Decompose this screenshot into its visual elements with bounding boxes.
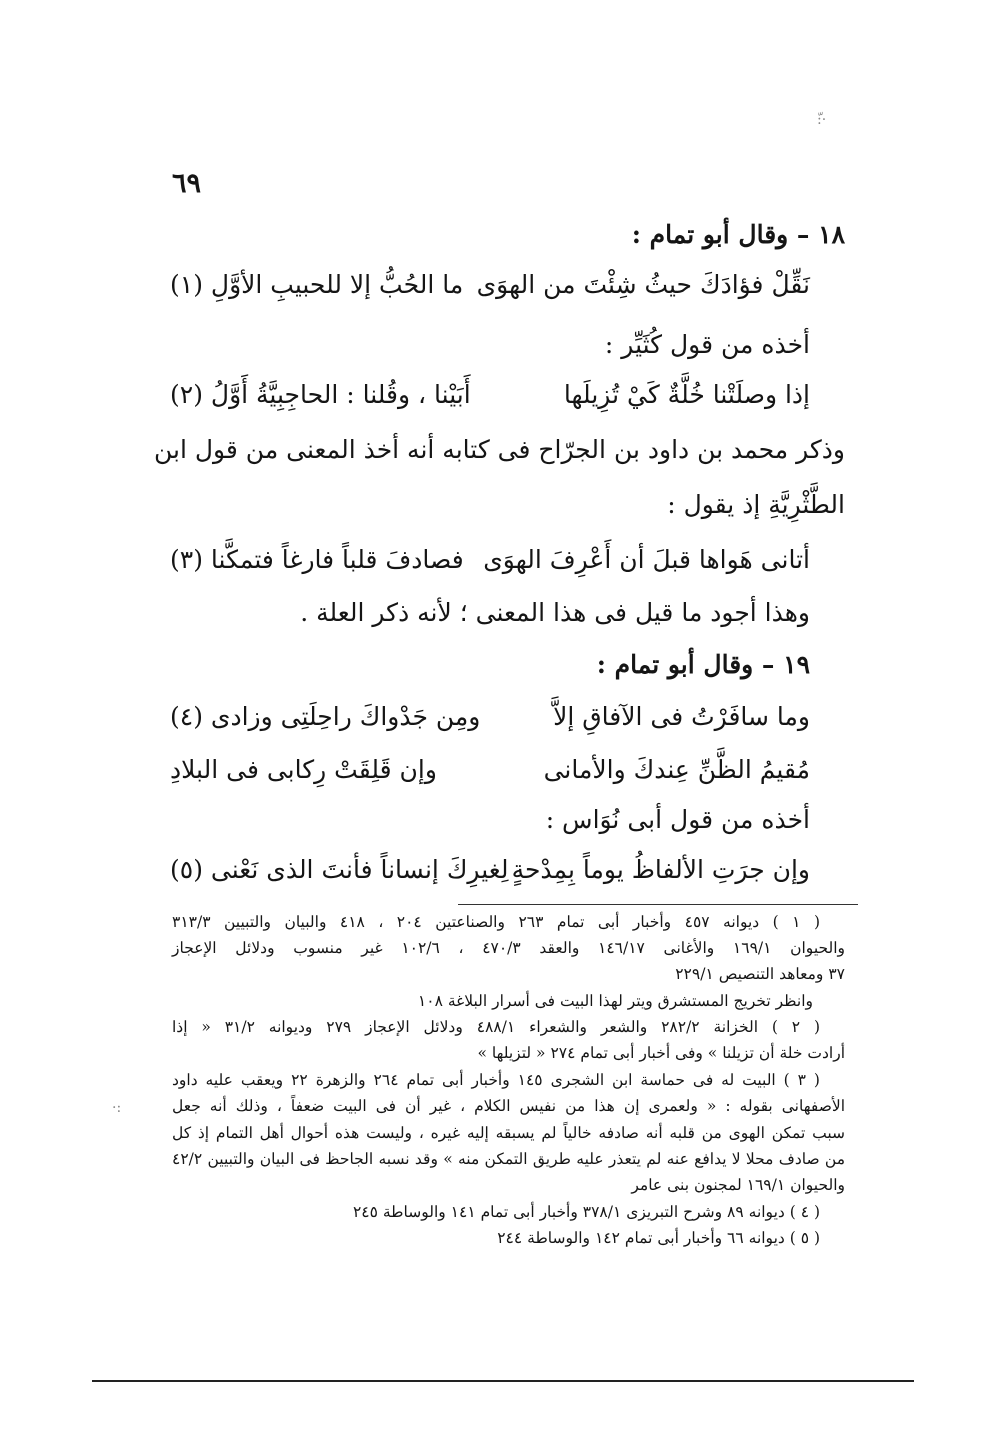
paragraph-line: وهذا أجود ما قيل فى هذا المعنى ؛ لأنه ذكر العلة . — [300, 598, 810, 627]
footnote-line: ( ١ ) ديوانه ٤٥٧ وأخبار أبى تمام ٢٦٣ والصناعتين ٢٠٤ ، ٤١٨ والبيان والتبيين ٣١٣/٣ — [172, 913, 820, 931]
section-heading-18: ١٨ – وقال أبو تمام : — [631, 220, 845, 249]
verse-line — [170, 702, 810, 742]
footnote-line: ( ٢ ) الخزانة ٢٨٢/٢ والشعر والشعراء ٤٨٨/١ ودلائل الإعجاز ٢٧٩ وديوانه ٣١/٢ « إذا — [172, 1018, 820, 1036]
footnote-line: ( ٤ ) ديوانه ٨٩ وشرح التبريزى ٣٧٨/١ وأخبار أبى تمام ١٤١ والوساطة ٢٤٥ — [352, 1203, 820, 1221]
verse-second-hemistich: ما الحُبُّ إلا للحبيبِ الأوَّلِ (١) — [170, 270, 464, 299]
verse-first-hemistich: وإن جرَتِ الألفاظُ يوماً بِمِدْحةٍ — [511, 855, 810, 884]
footnote-line: الأصفهانى بقوله : « ولعمرى إن هذا من نفيس الكلام ، غير أن فى البيت ضعفاً ، وذلك أنه جعل — [172, 1097, 845, 1115]
paragraph-line: وذكر محمد بن داود بن الجرّاح فى كتابه أنه أخذ المعنى من قول ابن — [153, 435, 845, 464]
verse-second-hemistich: ومِن جَدْواكَ راحِلَتِى وزادى (٤) — [170, 702, 481, 731]
verse-second-hemistich: فصادفَ قلباً فارغاً فتمكَّنا (٣) — [170, 545, 464, 574]
footnote-line: والحيوان ١٦٩/١ لمجنون بنى عامر — [631, 1176, 845, 1194]
page-bottom-rule — [92, 1380, 914, 1382]
verse-second-hemistich: وإن قَلِقَتْ رِكابى فى البلادِ — [170, 755, 437, 784]
verse-second-hemistich: أَبَيْنا ، وقُلنا : الحاجِبِيَّةُ أَوَّلُ (٢) — [170, 380, 471, 409]
verse-line — [170, 855, 810, 895]
footnote-line: من صادف محلا لا يدافع عنه لم يتعذر عليه طريق التمكن منه » وقد نسبه الجاحظ فى البيان والتبيين ٤٢/٢ — [172, 1150, 845, 1168]
footnote-line: وانظر تخريج المستشرق ويتر لهذا البيت فى أسرار البلاغة ١٠٨ — [417, 992, 813, 1010]
footnote-line: أرادت خلة أن تزيلنا » وفى أخبار أبى تمام ٢٧٤ « لتزيلها » — [477, 1044, 845, 1062]
verse-line — [170, 755, 810, 795]
verse-line — [170, 270, 810, 310]
verse-first-hemistich: وما سافَرْتُ فى الآفاقِ إلاَّ — [553, 702, 810, 731]
footnote-line: والحيوان ١٦٩/١ والأغانى ١٤٦/١٧ والعقد ٤٧٠/٣ ، ١٠٢/٦ غير منسوب ودلائل الإعجاز — [172, 939, 846, 957]
page-number: ٦٩ — [172, 168, 202, 199]
verse-line — [170, 380, 810, 420]
verse-line — [170, 545, 810, 585]
verse-second-hemistich: لِغيرِكَ إنساناً فأنتَ الذى نَعْنى (٥) — [170, 855, 509, 884]
verse-first-hemistich: أتانى هَواها قبلَ أن أَعْرِفَ الهوَى — [483, 545, 810, 574]
attribution-line: أخذه من قول كُثَيِّر : — [604, 330, 810, 359]
scan-speck: ّ:· — [817, 112, 827, 128]
footnote-line: ( ٥ ) ديوانه ٦٦ وأخبار أبى تمام ١٤٢ والوساطة ٢٤٤ — [497, 1229, 820, 1247]
paragraph-line: الطَّثْرِيَّةِ إذ يقول : — [667, 490, 845, 519]
attribution-line: أخذه من قول أبى نُوَاس : — [545, 805, 810, 834]
verse-first-hemistich: نَقِّلْ فؤادَكَ حيثُ شِئْتَ من الهوَى — [476, 270, 810, 299]
footnote-line: ( ٣ ) البيت له فى حماسة ابن الشجرى ١٤٥ وأخبار أبى تمام ٢٦٤ والزهرة ٢٢ ويعقب عليه داود — [172, 1071, 820, 1089]
footnote-line: ٣٧ ومعاهد التنصيص ٢٢٩/١ — [675, 965, 845, 983]
verse-first-hemistich: مُقيمُ الظَّنِّ عِندكَ والأمانى — [543, 755, 810, 784]
scan-speck: ·: — [112, 1100, 122, 1116]
footnote-line: سبب تمكن الهوى من قلبه أنه صادفه خالياً لم يسبقه إليه غيره ، وليست هذه أحوال أهل التمام إذ كل — [172, 1124, 845, 1142]
footnote-separator — [458, 904, 858, 905]
section-heading-19: ١٩ – وقال أبو تمام : — [596, 650, 810, 679]
verse-first-hemistich: إذا وصلَتْنا خُلَّةٌ كَيْ تُزِيلَها — [563, 380, 810, 409]
